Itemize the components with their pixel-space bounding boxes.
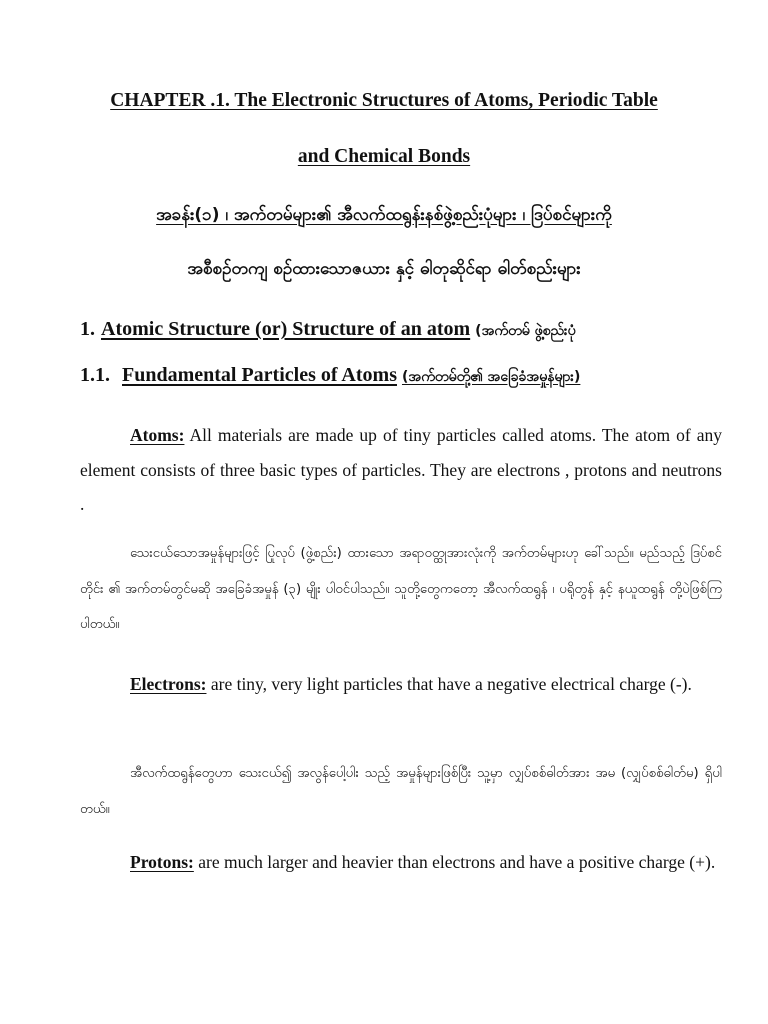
protons-text: are much larger and heavier than electrons and have a positive charge (+). — [193, 852, 716, 872]
atoms-paragraph — [80, 418, 722, 522]
atoms-myanmar-text: သေးငယ်သောအမှုန်များဖြင့် ပြုလုပ် (ဖွဲ့စည်း) ထားသော အရာဝတ္ထုအားလုံးကို အက်တမ်များဟု ခေါ်သည်။ မည်သည့် ဒြပ်စင်တိုင်း ၏ အက်တမ်တွင်မဆို အခြေခံအမှုန် (၃) မျိုး ပါဝင်ပါသည်။ သူတို့တွေကတော့ အီလက်ထရွန် ၊ ပရိုတွန် နှင့် နယူထရွန် တို့ပဲဖြစ်ကြပါတယ်။ — [80, 546, 722, 632]
section-1-title: Atomic Structure (or) Structure of an atom — [101, 318, 471, 340]
section-1-1-number: 1.1. — [80, 364, 110, 386]
section-1-1-heading — [80, 364, 580, 388]
myanmar-title-line-2: အစီစဉ်တကျ စဉ်ထားသောဇယား နှင့် ဓါတုဆိုင်ရာ ဓါတ်စည်းများ — [187, 259, 581, 279]
chapter-title-line-1: CHAPTER .1. The Electronic Structures of Atoms, Periodic Table — [110, 90, 658, 111]
myanmar-title-line-1: အခန်း(၁) ၊ အက်တမ်များ၏ အီလက်ထရွန်းနစ်ဖွဲ့စည်းပုံများ ၊ ဒြပ်စင်များကို — [156, 205, 612, 225]
atoms-myanmar-paragraph — [80, 536, 722, 643]
electrons-myanmar-text: အီလက်ထရွန်တွေဟာ သေးငယ်၍ အလွန်ပေါ့ပါး သည့် အမှုန်များဖြစ်ပြီး သူ့မှာ လျှပ်စစ်ဓါတ်အား အမ (လျှပ်စစ်ဓါတ်မ) ရှိပါတယ်။ — [80, 766, 722, 817]
protons-paragraph — [80, 845, 722, 880]
section-1-1-title: Fundamental Particles of Atoms — [122, 364, 397, 386]
atoms-term: Atoms: — [130, 425, 185, 445]
electrons-text: are tiny, very light particles that have a negative electrical charge (-). — [206, 674, 692, 694]
electrons-term: Electrons: — [130, 674, 207, 694]
electrons-paragraph — [80, 667, 722, 702]
section-1-1-myanmar: (အက်တမ်တို့၏ အခြေခံအမှုန်များ) — [401, 369, 581, 385]
atoms-text: All materials are made up of tiny particles called atoms. The atom of any element consists of three basic types of particles. They are electrons , protons and neutrons . — [80, 425, 722, 514]
chapter-title-line-2: and Chemical Bonds — [297, 146, 471, 167]
protons-term: Protons: — [130, 852, 194, 872]
section-1-number: 1. — [80, 318, 95, 340]
electrons-myanmar-paragraph — [80, 756, 722, 827]
section-1-heading — [80, 318, 576, 342]
section-1-myanmar: (အက်တမ် ဖွဲ့စည်းပုံ — [475, 323, 576, 339]
